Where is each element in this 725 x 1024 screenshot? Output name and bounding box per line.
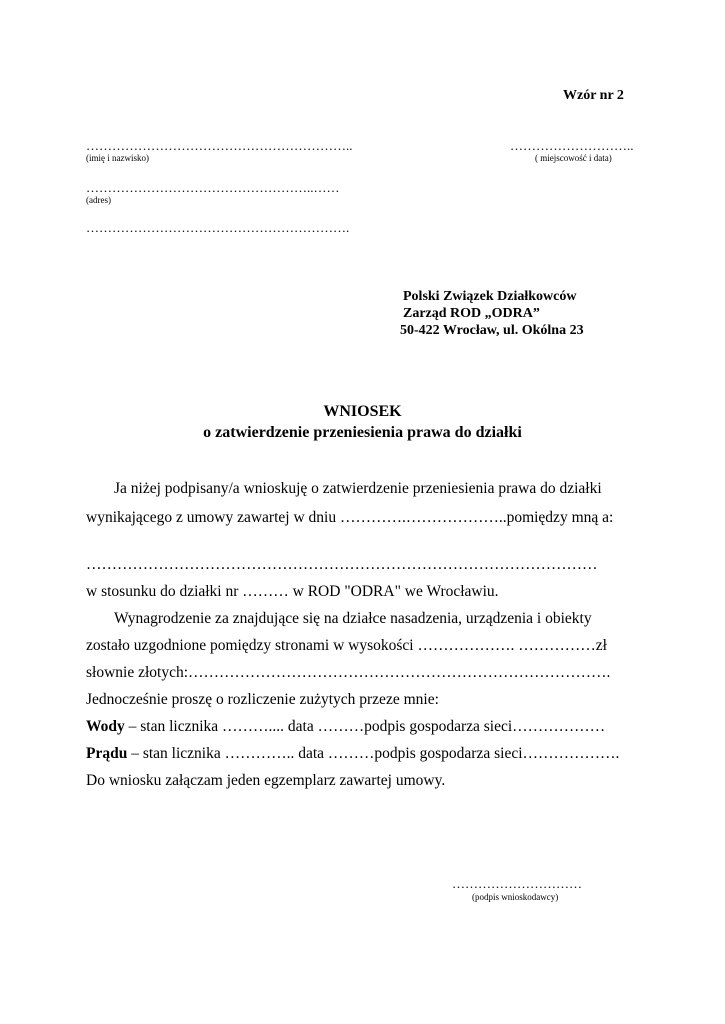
paragraph-2-line-2: zostało uzgodnione pomiędzy stronami w wysokości ………………. ……………zł <box>86 637 607 654</box>
name-caption: (imię i nazwisko) <box>86 153 149 163</box>
recipient-line-3: 50-422 Wrocław, ul. Okólna 23 <box>400 323 584 338</box>
paragraph-1-line-1: Ja niżej podpisany/a wnioskuję o zatwierdzenie przeniesienia prawa do działki <box>114 480 602 497</box>
meters-intro-line: Jednocześnie proszę o rozliczenie zużytych przeze mnie: <box>86 691 439 708</box>
signature-dots: ………………………… <box>452 876 582 891</box>
amount-in-words-line: słownie złotych:………………………………………………………………………. <box>86 664 611 681</box>
power-meter-line <box>86 745 619 763</box>
place-date-dots: ……………………….. <box>510 138 634 153</box>
document-title: WNIOSEK <box>323 403 402 420</box>
power-meter-fields: – stan licznika ………….. data ………podpis gospodarza sieci………………. <box>127 745 620 762</box>
party-dots-line: ……………………………………………………………………………………… <box>86 556 598 573</box>
water-label: Wody <box>86 718 125 735</box>
document-subtitle: o zatwierdzenie przeniesienia prawa do działki <box>203 424 522 441</box>
name-dots: …………………………………………………….. <box>86 138 353 153</box>
form-label: Wzór nr 2 <box>563 88 624 103</box>
recipient-line-2: Zarząd ROD „ODRA” <box>403 306 540 321</box>
place-date-caption: ( miejscowość i data) <box>535 153 612 163</box>
signature-caption: (podpis wnioskodawcy) <box>472 892 559 902</box>
attachment-line: Do wniosku załączam jeden egzemplarz zawartej umowy. <box>86 772 446 789</box>
plot-number-line: w stosunku do działki nr ……… w ROD "ODRA" we Wrocławiu. <box>86 583 499 600</box>
paragraph-2-line-1: Wynagrodzenie za znajdujące się na działce nasadzenia, urządzenia i obiekty <box>114 610 592 627</box>
address-caption: (adres) <box>86 195 111 205</box>
water-meter-line <box>86 718 605 736</box>
paragraph-1-line-2: wynikającego z umowy zawartej w dniu ………….………………..pomiędzy mną a: <box>86 509 614 526</box>
address-dots-2: ……………………………………………………. <box>86 220 350 235</box>
water-meter-fields: – stan licznika ……….... data ………podpis gospodarza sieci……………… <box>124 718 606 735</box>
address-dots: ……………………………………………..…… <box>86 180 340 195</box>
recipient-line-1: Polski Związek Działkowców <box>403 289 577 304</box>
power-label: Prądu <box>86 745 128 762</box>
